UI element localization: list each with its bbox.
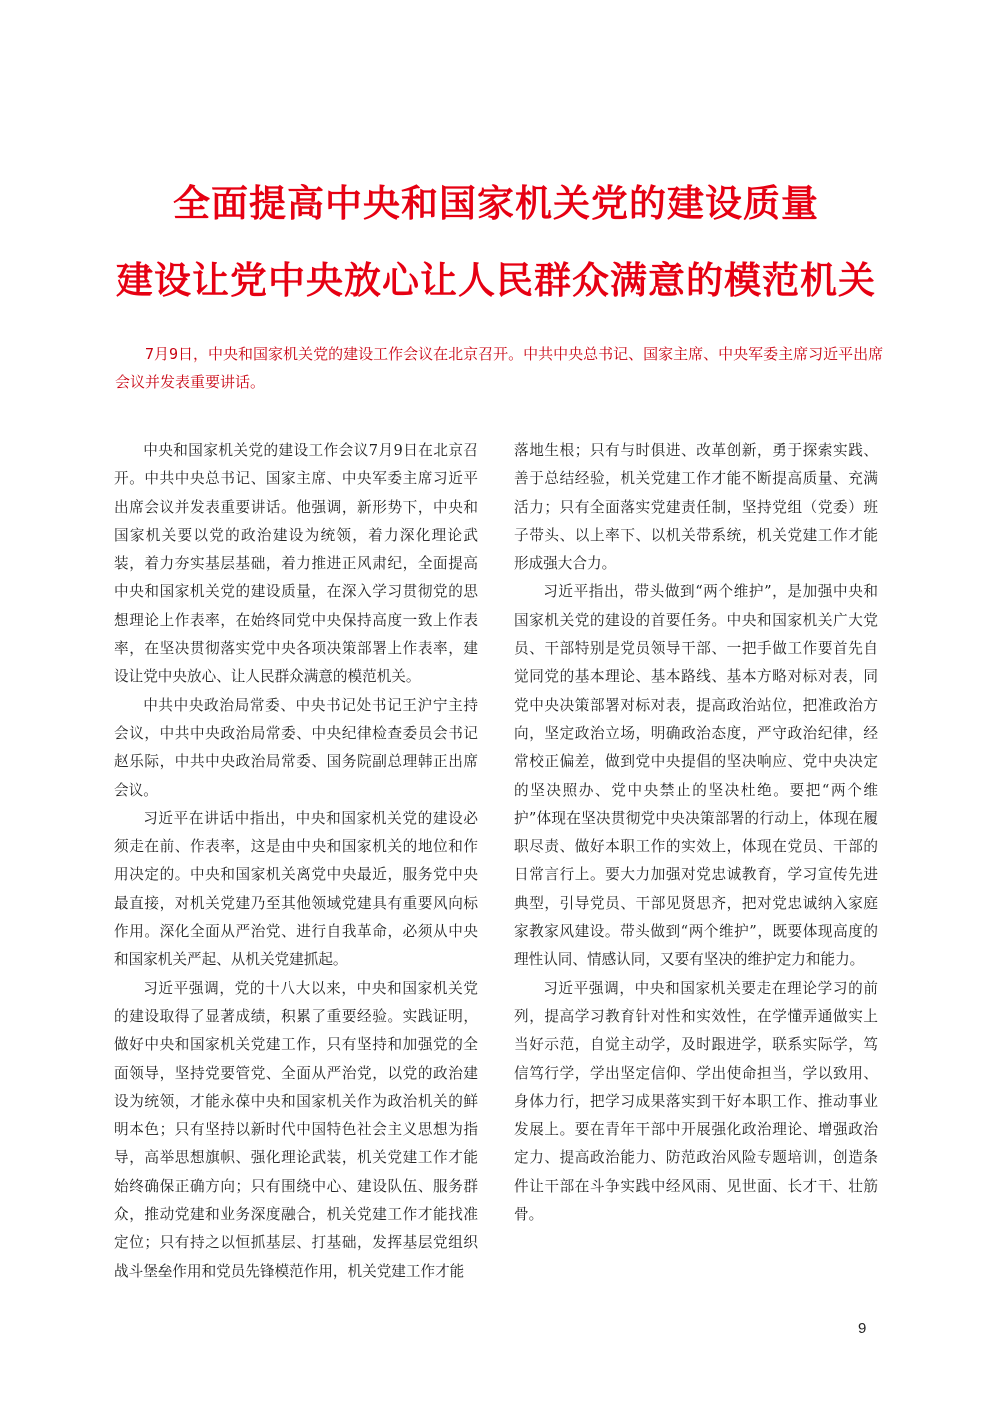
body-paragraph: 习近平在讲话中指出，中央和国家机关党的建设必须走在前、作表率，这是由中央和国家机关的地位和作用决定的。中央和国家机关离党中央最近，服务党中央最直接，对机关党建乃至其他领域党建具有重要风向标作用。深化全面从严治党、进行自我革命，必须从中央和国家机关严起、从机关党建抓起。 (114, 809, 478, 969)
page-number: 9 (858, 1320, 867, 1337)
body-paragraph: 习近平指出，带头做到“两个维护”，是加强中央和国家机关党的建设的首要任务。中央和国家机关广大党员、干部特别是党员领导干部、一把手做工作要首先自觉同党的基本理论、基本路线、基本方略对标对表，同党中央决策部署对标对表，提高政治站位，把准政治方向，坚定政治立场，明确政治态度，严守政治纪律，经常校正偏差，做到党中央提倡的坚决响应、党中央决定的坚决照办、党中央禁止的坚决杜绝。要把“两个维护”体现在坚决贯彻党中央决策部署的行动上，体现在履职尽责、做好本职工作的实效上，体现在党员、干部的日常言行上。要大力加强对党忠诚教育，学习宣传先进典型，引导党员、干部见贤思齐，把对党忠诚纳入家庭家教家风建设。带头做到“两个维护”，既要体现高度的理性认同、情感认同，又要有坚决的维护定力和能力。 (514, 583, 878, 969)
body-paragraph-continuation: 落地生根；只有与时俱进、改革创新，勇于探索实践、善于总结经验，机关党建工作才能不断提高质量、充满活力；只有全面落实党建责任制，坚持党组（党委）班子带头、以上率下、以机关带系统，机关党建工作才能形成强大合力。 (514, 442, 878, 573)
left-column (114, 437, 478, 1286)
body-paragraph: 习近平强调，党的十八大以来，中央和国家机关党的建设取得了显著成绩，积累了重要经验。实践证明，做好中央和国家机关党建工作，只有坚持和加强党的全面领导，坚持党要管党、全面从严治党，以党的政治建设为统领，才能永葆中央和国家机关作为政治机关的鲜明本色；只有坚持以新时代中国特色社会主义思想为指导，高举思想旗帜、强化理论武装，机关党建工作才能始终确保正确方向；只有围绕中心、建设队伍、服务群众，推动党建和业务深度融合，机关党建工作才能找准定位；只有持之以恒抓基层、打基础，发挥基层党组织战斗堡垒作用和党员先锋模范作用，机关党建工作才能 (114, 979, 478, 1280)
body-paragraph: 中共中央政治局常委、中央书记处书记王沪宁主持会议，中共中央政治局常委、中央纪律检查委员会书记赵乐际，中共中央政治局常委、国务院副总理韩正出席会议。 (114, 696, 478, 799)
right-column (514, 437, 878, 1229)
body-paragraph: 习近平强调，中央和国家机关要走在理论学习的前列，提高学习教育针对性和实效性，在学懂弄通做实上当好示范，自觉主动学，及时跟进学，联系实际学，笃信笃行学，学出坚定信仰、学出使命担当，学以致用、身体力行，把学习成果落实到干好本职工作、推动事业发展上。要在青年干部中开展强化政治理论、增强政治定力、提高政治能力、防范政治风险专题培训，创造条件让干部在斗争实践中经风雨、见世面、长才干、壮筋骨。 (514, 979, 878, 1224)
title-line-1: 全面提高中央和国家机关党的建设质量 (173, 181, 819, 225)
title-line-2: 建设让党中央放心让人民群众满意的模范机关 (116, 258, 876, 302)
lead-text: 7月9日，中央和国家机关党的建设工作会议在北京召开。中共中央总书记、国家主席、中央军委主席习近平出席会议并发表重要讲话。 (115, 345, 884, 391)
body-paragraph: 中央和国家机关党的建设工作会议7月9日在北京召开。中共中央总书记、国家主席、中央军委主席习近平出席会议并发表重要讲话。他强调，新形势下，中央和国家机关要以党的政治建设为统领，着力深化理论武装，着力夯实基层基础，着力推进正风肃纪，全面提高中央和国家机关党的建设质量，在深入学习贯彻党的思想理论上作表率，在始终同党中央保持高度一致上作表率，在坚决贯彻落实党中央各项决策部署上作表率，建设让党中央放心、让人民群众满意的模范机关。 (114, 442, 478, 686)
lead-paragraph (115, 340, 885, 396)
